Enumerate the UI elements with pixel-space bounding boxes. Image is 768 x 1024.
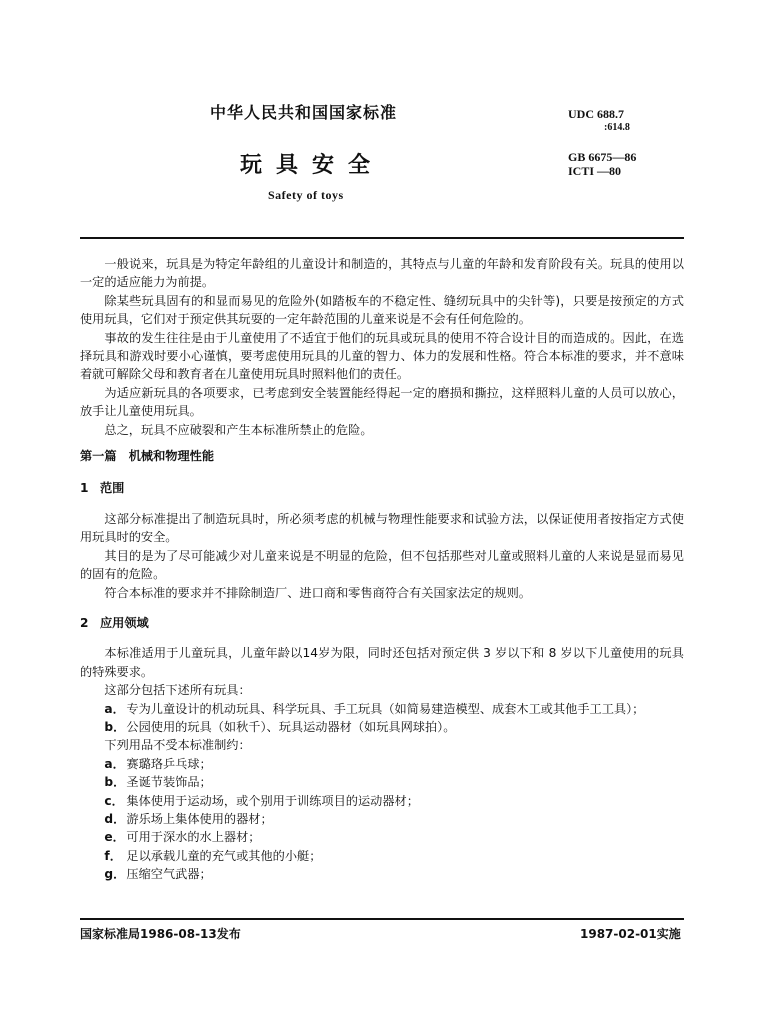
clause-heading: [80, 614, 684, 632]
footer-divider: [80, 918, 684, 920]
list-marker: e．: [104, 830, 125, 845]
clause-number: 2: [80, 615, 89, 630]
document-subtitle: Safety of toys: [268, 188, 344, 202]
clause-heading: [80, 479, 684, 497]
list-marker: d．: [104, 811, 126, 826]
list-text: 公园使用的玩具（如秋千）、玩具运动器材（如玩具网球拍）。: [126, 719, 456, 734]
intro-paragraph: 总之，玩具不应破裂和产生本标准所禁止的危险。: [104, 422, 373, 437]
list-text: 游乐场上集体使用的器材；: [126, 811, 273, 826]
header-divider: [80, 237, 684, 239]
list-marker: b．: [104, 775, 126, 790]
effective-date: 1987-02-01实施: [580, 927, 681, 941]
icti-line: ICTI —80: [568, 164, 622, 178]
udc-line-2: :614.8: [604, 122, 630, 133]
document-body: [80, 255, 684, 884]
list-item: [80, 755, 684, 773]
clause-paragraph: 下列用品不受本标准制约：: [104, 738, 251, 753]
list-text: 赛璐珞乒乓球；: [126, 756, 212, 771]
udc-line-1: UDC 688.7: [568, 107, 624, 121]
list-item: [80, 792, 684, 810]
intro-paragraph: 为适应新玩具的各项要求，已考虑到安全装置能经得起一定的磨损和撕拉，这样照料儿童的人员可以放心，放手让儿童使用玩具。: [80, 385, 684, 419]
clause-title: 范围: [100, 481, 125, 496]
list-marker: f．: [104, 848, 122, 863]
document-title: 玩具安全: [240, 153, 385, 178]
clause-title: 应用领域: [100, 615, 149, 630]
list-item: [80, 865, 684, 883]
list-item: [80, 773, 684, 791]
list-item: [80, 810, 684, 828]
intro-paragraph: 除某些玩具固有的和显而易见的危险外(如踏板车的不稳定性、缝纫玩具中的尖针等)，只要是按预定的方式使用玩具，它们对于预定供其玩耍的一定年龄范围的儿童来说是不会有任何危险的。: [80, 293, 684, 327]
list-marker: c．: [104, 793, 124, 808]
list-item: [80, 847, 684, 865]
standard-title: 中华人民共和国国家标准: [210, 103, 398, 122]
intro-paragraph: 一般说来，玩具是为特定年龄组的儿童设计和制造的，其特点与儿童的年龄和发育阶段有关。玩具的使用以一定的适应能力为前提。: [80, 257, 684, 290]
clause-paragraph: 本标准适用于儿童玩具，儿童年龄以14岁为限，同时还包括对预定供 3 岁以下和 8 岁以下儿童使用的玩具的特殊要求。: [80, 646, 684, 679]
list-text: 足以承载儿童的充气或其他的小艇；: [126, 848, 322, 863]
gb-code: [568, 150, 636, 178]
clause-paragraph: 其目的是为了尽可能减少对儿童来说是不明显的危险，但不包括那些对儿童或照料儿童的人来说是显而易见的固有的危险。: [80, 548, 684, 582]
list-text: 圣诞节装饰品；: [126, 775, 212, 790]
section-heading: 第一篇 机械和物理性能: [80, 449, 215, 464]
issue-date: 国家标准局1986-08-13发布: [80, 927, 241, 941]
clause-paragraph: 这部分标准提出了制造玩具时，所必须考虑的机械与物理性能要求和试验方法，以保证使用者按指定方式使用玩具时的安全。: [80, 511, 684, 545]
gb-line-1: GB 6675—86: [568, 150, 637, 164]
list-text: 可用于深水的水上器材；: [126, 830, 261, 845]
list-text: 专为儿童设计的机动玩具、科学玩具、手工玩具（如简易建造模型、成套木工或其他手工工具）；: [126, 701, 645, 716]
clause-paragraph: 这部分包括下述所有玩具：: [104, 683, 251, 698]
udc-code: [568, 108, 630, 134]
list-item: [80, 828, 684, 846]
clause-paragraph: 符合本标准的要求并不排除制造厂、进口商和零售商符合有关国家法定的规则。: [104, 585, 531, 600]
list-marker: a．: [104, 701, 125, 716]
list-text: 集体使用于运动场，或个别用于训练项目的运动器材；: [126, 793, 419, 808]
list-text: 压缩空气武器；: [126, 867, 212, 882]
list-marker: a．: [104, 756, 125, 771]
intro-paragraph: 事故的发生往往是由于儿童使用了不适宜于他们的玩具或玩具的使用不符合设计目的而造成的。因此，在选择玩具和游戏时要小心谨慎，要考虑使用玩具的儿童的智力、体力的发展和性格。符合本标准的要求，并不意味着就可解除父母和教育者在儿童使用玩具时照料他们的责任。: [80, 330, 684, 382]
list-item: [80, 700, 684, 718]
list-item: [80, 718, 684, 736]
list-marker: b．: [104, 719, 126, 734]
list-marker: g．: [104, 867, 126, 882]
clause-number: 1: [80, 481, 89, 496]
